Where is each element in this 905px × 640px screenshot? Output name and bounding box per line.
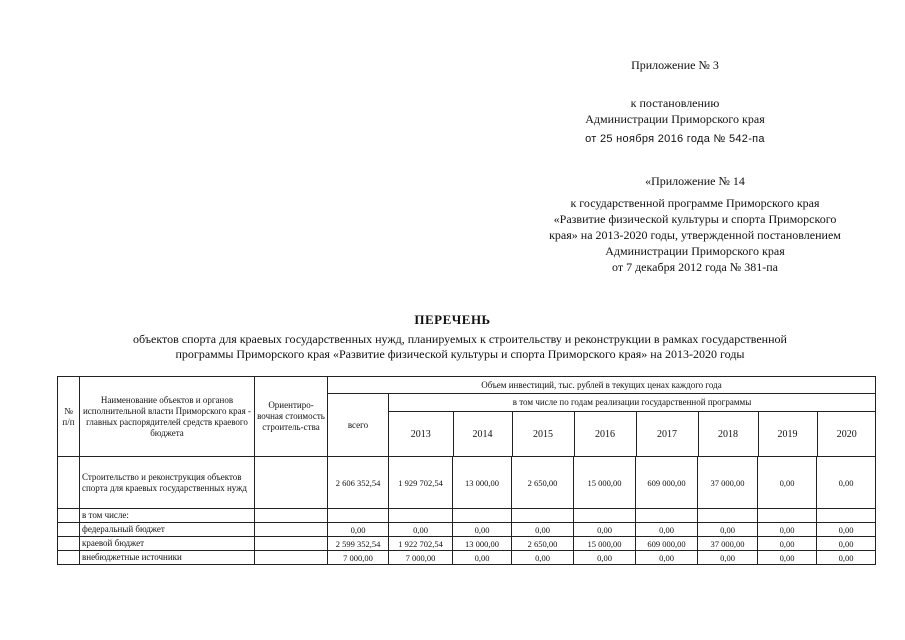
row-value: 37 000,00 [698, 537, 758, 551]
row-cost [255, 537, 328, 551]
row-value: 0,00 [574, 551, 636, 565]
row-value: 0,00 [512, 551, 574, 565]
row-value [574, 509, 636, 523]
row-value [636, 509, 698, 523]
document-title: ПЕРЕЧЕНЬ [414, 312, 491, 327]
program-line-4: Администрации Приморского края [605, 244, 785, 258]
row-value: 0,00 [453, 523, 512, 537]
row-value: 7 000,00 [389, 551, 453, 565]
row-value: 15 000,00 [574, 457, 636, 509]
row-cost [255, 457, 328, 509]
row-value: 13 000,00 [453, 457, 512, 509]
row-value: 0,00 [389, 523, 453, 537]
row-value: 0,00 [636, 523, 698, 537]
row-label: внебюджетные источники [80, 551, 255, 565]
row-value: 0,00 [758, 523, 817, 537]
row-total: 7 000,00 [328, 551, 389, 565]
row-total [328, 509, 389, 523]
table-row [58, 551, 876, 565]
header-object-name: Наименование объектов и органов исполнительной власти Приморского края - главных распорядителей средств краевого бюджета [80, 377, 255, 457]
header-year: 2013 [410, 428, 431, 440]
table-row [58, 457, 876, 509]
row-value: 1 922 702,54 [389, 537, 453, 551]
row-number [58, 457, 80, 509]
row-value: 2 650,00 [512, 537, 574, 551]
row-value: 0,00 [453, 551, 512, 565]
header-by-year: в том числе по годам реализации государственной программы [389, 394, 875, 412]
subtitle-line-1: объектов спорта для краевых государственных нужд, планируемых к строительству и реконструкции в рамках государственной [133, 332, 787, 346]
row-number [58, 523, 80, 537]
row-cost [255, 523, 328, 537]
row-total: 2 606 352,54 [328, 457, 389, 509]
header-year: 2014 [453, 412, 512, 456]
row-value [512, 509, 574, 523]
row-value: 0,00 [817, 551, 876, 565]
header-estimated-cost: Ориентиро-вочная стоимость строитель-ства [255, 377, 328, 457]
decree-date-stamp: от 25 ноября 2016 года № 542-па [585, 133, 765, 145]
row-label: краевой бюджет [80, 537, 255, 551]
table-row [58, 537, 876, 551]
row-value: 1 929 702,54 [389, 457, 453, 509]
table-row [58, 523, 876, 537]
row-value: 13 000,00 [453, 537, 512, 551]
row-number [58, 551, 80, 565]
program-line-2: «Развитие физической культуры и спорта Приморского [553, 212, 837, 226]
header-investment-volume: Объем инвестиций, тыс. рублей в текущих ценах каждого года [328, 377, 876, 394]
header-year: 2017 [636, 412, 698, 456]
row-cost [255, 509, 328, 523]
document-subtitle [60, 332, 860, 362]
row-value [453, 509, 512, 523]
row-value: 0,00 [574, 523, 636, 537]
header-year: 2016 [574, 412, 636, 456]
row-value: 0,00 [698, 551, 758, 565]
row-value: 37 000,00 [698, 457, 758, 509]
row-value: 0,00 [817, 537, 876, 551]
header-number: № п/п [58, 377, 80, 457]
row-label: Строительство и реконструкция объектов спорта для краевых государственных нужд [80, 457, 255, 509]
decree-line-2: Администрации Приморского края [585, 112, 765, 126]
decree-line-1: к постановлению [630, 96, 720, 110]
header-total: всего [328, 394, 389, 457]
table-row [58, 509, 876, 523]
subtitle-line-2: программы Приморского края «Развитие физической культуры и спорта Приморского края» на 2013-2020 годы [175, 347, 745, 361]
row-total: 0,00 [328, 523, 389, 537]
row-value [758, 509, 817, 523]
row-label: федеральный бюджет [80, 523, 255, 537]
appendix-label: Приложение № 3 [631, 58, 719, 72]
row-value [817, 509, 876, 523]
row-value: 0,00 [758, 551, 817, 565]
row-value: 0,00 [758, 537, 817, 551]
row-value: 2 650,00 [512, 457, 574, 509]
row-value [698, 509, 758, 523]
row-value: 0,00 [817, 457, 876, 509]
row-value: 609 000,00 [636, 457, 698, 509]
investment-table [57, 376, 876, 565]
program-line-5: от 7 декабря 2012 года № 381-па [611, 260, 779, 274]
header-year: 2019 [758, 412, 817, 456]
row-label: в том числе: [80, 509, 255, 523]
row-value: 0,00 [698, 523, 758, 537]
program-line-1: к государственной программе Приморского края [570, 196, 820, 210]
program-line-3: края» на 2013-2020 годы, утвержденной постановлением [549, 228, 841, 242]
header-year: 2018 [698, 412, 758, 456]
year-header-row [389, 412, 876, 456]
header-year: 2015 [512, 412, 574, 456]
row-number [58, 537, 80, 551]
row-cost [255, 551, 328, 565]
row-value: 0,00 [636, 551, 698, 565]
row-total: 2 599 352,54 [328, 537, 389, 551]
row-value: 0,00 [512, 523, 574, 537]
row-value: 0,00 [758, 457, 817, 509]
header-year: 2020 [817, 412, 876, 456]
row-value: 15 000,00 [574, 537, 636, 551]
row-value: 609 000,00 [636, 537, 698, 551]
program-appendix-label: «Приложение № 14 [645, 174, 745, 188]
header-by-year-group [389, 394, 876, 457]
row-value [389, 509, 453, 523]
row-value: 0,00 [817, 523, 876, 537]
row-number [58, 509, 80, 523]
